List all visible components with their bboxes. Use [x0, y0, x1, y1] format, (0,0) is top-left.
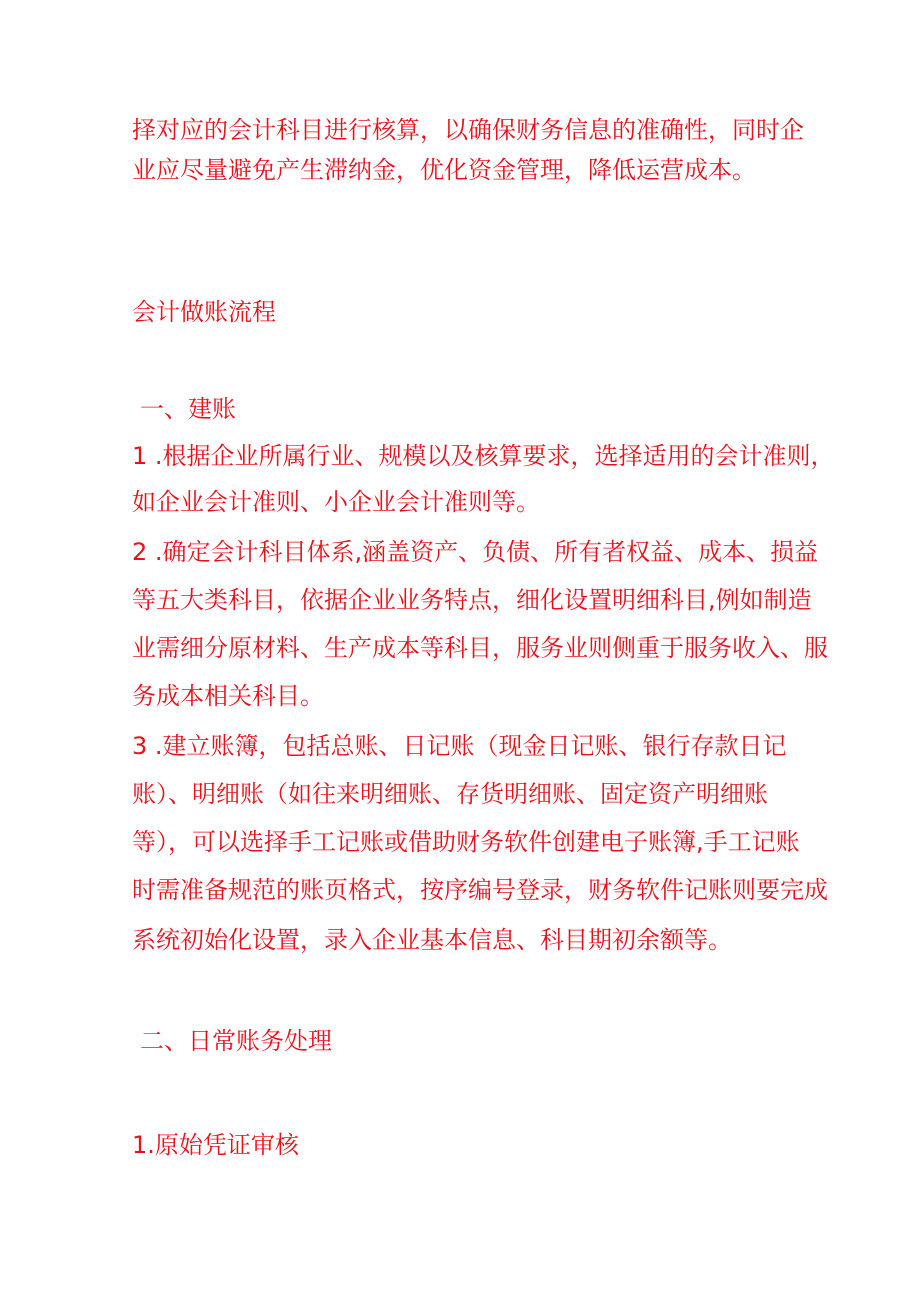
section-heading: 会计做账流程 [132, 298, 276, 326]
subsection-1-title: 1.原始凭证审核 [132, 1131, 299, 1159]
item-3-line-1: 3 .建立账簿，包括总账、日记账（现金日记账、银行存款日记 [132, 732, 787, 760]
item-2-line-2: 等五大类科目，依据企业业务特点，细化设置明细科目,例如制造 [132, 586, 812, 614]
section-2-title: 二、日常账务处理 [140, 1027, 332, 1055]
item-3-line-5: 系统初始化设置，录入企业基本信息、科目期初余额等。 [132, 926, 732, 954]
item-3-line-2: 账）、明细账（如往来明细账、存货明细账、固定资产明细账 [132, 780, 768, 808]
item-2-line-4: 务成本相关科目。 [132, 682, 324, 710]
intro-line-1: 择对应的会计科目进行核算，以确保财务信息的准确性，同时企 [132, 116, 804, 144]
item-3-line-4: 时需准备规范的账页格式，按序编号登录，财务软件记账则要完成 [132, 876, 828, 904]
item-1-line-2: 如企业会计准则、小企业会计准则等。 [132, 488, 540, 516]
intro-line-2: 业应尽量避免产生滞纳金，优化资金管理，降低运营成本。 [132, 156, 756, 184]
item-2-line-3: 业需细分原材料、生产成本等科目，服务业则侧重于服务收入、服 [132, 634, 828, 662]
section-1-title: 一、建账 [140, 395, 236, 423]
item-3-line-3: 等），可以选择手工记账或借助财务软件创建电子账簿,手工记账 [132, 828, 800, 856]
item-2-line-1: 2 .确定会计科目体系,涵盖资产、负债、所有者权益、成本、损益 [132, 538, 819, 566]
item-1-line-1: 1 .根据企业所属行业、规模以及核算要求，选择适用的会计准则， [132, 442, 835, 470]
